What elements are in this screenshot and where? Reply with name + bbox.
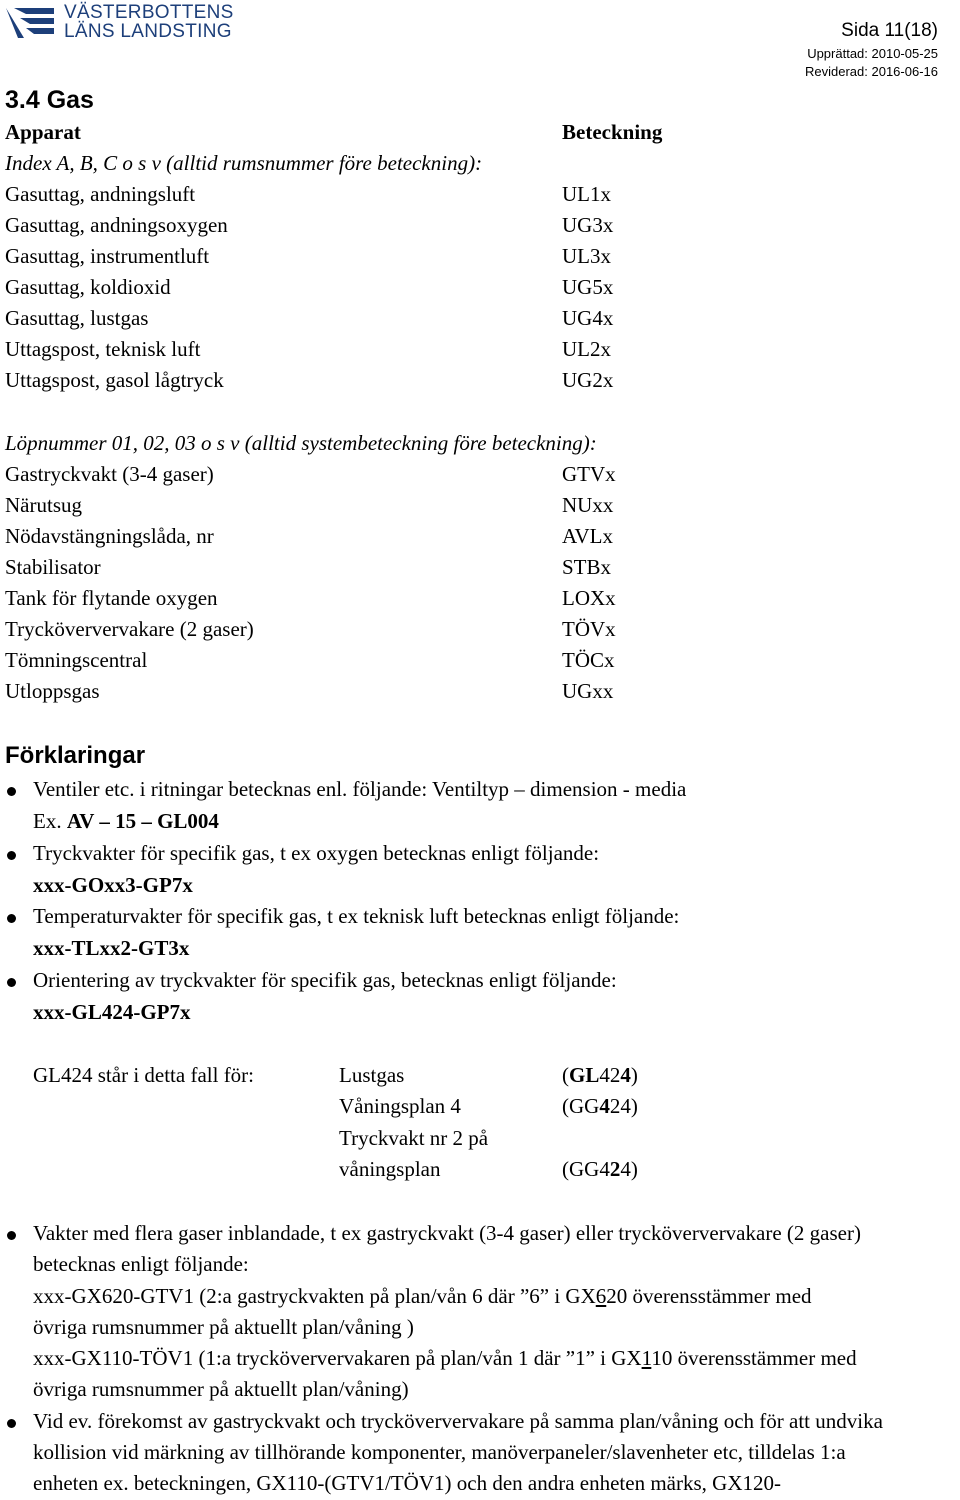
col-header-beteckning: Beteckning bbox=[562, 120, 663, 144]
table-row-name: Uttagspost, teknisk luft bbox=[5, 337, 201, 361]
col-header-apparat: Apparat bbox=[5, 120, 81, 144]
table-row-code: UG4x bbox=[562, 306, 614, 330]
code-line: xxx-TLxx2-GT3x bbox=[33, 936, 190, 960]
example-prefix: Ex. bbox=[33, 809, 67, 833]
example-code: AV – 15 – GL004 bbox=[66, 809, 219, 833]
page-number: Sida 11(18) bbox=[841, 20, 938, 41]
loepnummer-note: Löpnummer 01, 02, 03 o s v (alltid systembeteckning före beteckning): bbox=[5, 431, 597, 455]
bullet-text: enheten ex. beteckningen, GX110-(GTV1/TÖV1) och den andra enheten märks, GX120- bbox=[33, 1471, 781, 1495]
bullet-icon bbox=[7, 787, 16, 796]
table-row-name: Närutsug bbox=[5, 493, 82, 517]
bullet-text: xxx-GX110-TÖV1 (1:a trycköververvakaren på plan/vån 1 där ”1” i GX110 överensstämmer med bbox=[33, 1346, 857, 1370]
explanations-title: Förklaringar bbox=[5, 742, 146, 769]
landsting-logo-icon bbox=[4, 4, 56, 42]
section-title: 3.4 Gas bbox=[5, 86, 94, 114]
table-row-code: UG5x bbox=[562, 275, 614, 299]
org-name-line1: VÄSTERBOTTENS bbox=[64, 2, 234, 23]
gl-row-name: Tryckvakt nr 2 på bbox=[339, 1126, 489, 1150]
table-row-code: UG3x bbox=[562, 213, 614, 237]
bullet-text: Vakter med flera gaser inblandade, t ex gastryckvakt (3-4 gaser) eller trycköververvakare (2 gaser) bbox=[33, 1221, 861, 1245]
table-row-name: Gasuttag, andningsluft bbox=[5, 182, 196, 206]
gl-row-code: (GL424) bbox=[562, 1063, 638, 1087]
bullet-icon bbox=[7, 1419, 16, 1428]
bullet-text: Orientering av tryckvakter för specifik gas, betecknas enligt följande: bbox=[33, 968, 617, 992]
table-row-code: UL2x bbox=[562, 337, 611, 361]
table-row-code: AVLx bbox=[562, 524, 613, 548]
table-row-name: Utloppsgas bbox=[5, 679, 100, 703]
table-row-name: Gasuttag, lustgas bbox=[5, 306, 149, 330]
bullet-icon bbox=[7, 978, 16, 987]
bullet-text: betecknas enligt följande: bbox=[33, 1252, 249, 1276]
table-row-code: TÖVx bbox=[562, 617, 616, 641]
gl-row-code: (GG424) bbox=[562, 1157, 638, 1181]
bullet-text: kollision vid märkning av tillhörande komponenter, manöverpaneler/slavenheter etc, tilldelas 1:a bbox=[33, 1440, 846, 1464]
bullet-text: Tryckvakter för specifik gas, t ex oxygen betecknas enligt följande: bbox=[33, 841, 600, 865]
table-row-name: Gastryckvakt (3-4 gaser) bbox=[5, 462, 214, 486]
table-row-name: Tank för flytande oxygen bbox=[5, 586, 218, 610]
example-line bbox=[33, 809, 219, 834]
table-row-name: Trycköververvakare (2 gaser) bbox=[5, 617, 254, 641]
table-row-code: UL1x bbox=[562, 182, 611, 206]
table-row-code: NUxx bbox=[562, 493, 614, 517]
bullet-icon bbox=[7, 1231, 16, 1240]
bullet-text: Ventiler etc. i ritningar betecknas enl. följande: Ventiltyp – dimension - media bbox=[33, 777, 687, 801]
gl-row-name: Våningsplan 4 bbox=[339, 1094, 461, 1118]
table-row-code: UL3x bbox=[562, 244, 611, 268]
table-row-name: Gasuttag, instrumentluft bbox=[5, 244, 210, 268]
table-row-code: GTVx bbox=[562, 462, 616, 486]
table-row-code: STBx bbox=[562, 555, 612, 579]
table-row-code: LOXx bbox=[562, 586, 616, 610]
table-row-name: Uttagspost, gasol lågtryck bbox=[5, 368, 224, 392]
bullet-text: xxx-GX620-GTV1 (2:a gastryckvakten på plan/vån 6 där ”6” i GX620 överensstämmer med bbox=[33, 1284, 812, 1308]
table-row-name: Nödavstängningslåda, nr bbox=[5, 524, 214, 548]
table-row-code: TÖCx bbox=[562, 648, 615, 672]
gl-row-code: (GG424) bbox=[562, 1094, 638, 1118]
gl-label: GL424 står i detta fall för: bbox=[33, 1063, 255, 1087]
bullet-text: Vid ev. förekomst av gastryckvakt och trycköververvakare på samma plan/våning och för att undvika bbox=[33, 1409, 883, 1433]
table-row-code: UG2x bbox=[562, 368, 614, 392]
bullet-icon bbox=[7, 851, 16, 860]
gl-row-name: Lustgas bbox=[339, 1063, 405, 1087]
table-row-name: Stabilisator bbox=[5, 555, 101, 579]
org-name-line2: LÄNS LANDSTING bbox=[64, 21, 232, 42]
table-row-name: Gasuttag, koldioxid bbox=[5, 275, 171, 299]
bullet-text: övriga rumsnummer på aktuellt plan/våning ) bbox=[33, 1315, 414, 1339]
index-note: Index A, B, C o s v (alltid rumsnummer före beteckning): bbox=[5, 151, 483, 175]
table-row-name: Gasuttag, andningsoxygen bbox=[5, 213, 228, 237]
code-line: xxx-GOxx3-GP7x bbox=[33, 873, 193, 897]
bullet-icon bbox=[7, 914, 16, 923]
revised-date: Reviderad: 2016-06-16 bbox=[805, 64, 938, 79]
table-row-name: Tömningscentral bbox=[5, 648, 148, 672]
table-row-code: UGxx bbox=[562, 679, 614, 703]
bullet-text: övriga rumsnummer på aktuellt plan/våning) bbox=[33, 1377, 409, 1401]
created-date: Upprättad: 2010-05-25 bbox=[807, 46, 938, 61]
gl-row-name: våningsplan bbox=[339, 1157, 441, 1181]
code-line: xxx-GL424-GP7x bbox=[33, 1000, 191, 1024]
bullet-text: Temperaturvakter för specifik gas, t ex teknisk luft betecknas enligt följande: bbox=[33, 904, 680, 928]
